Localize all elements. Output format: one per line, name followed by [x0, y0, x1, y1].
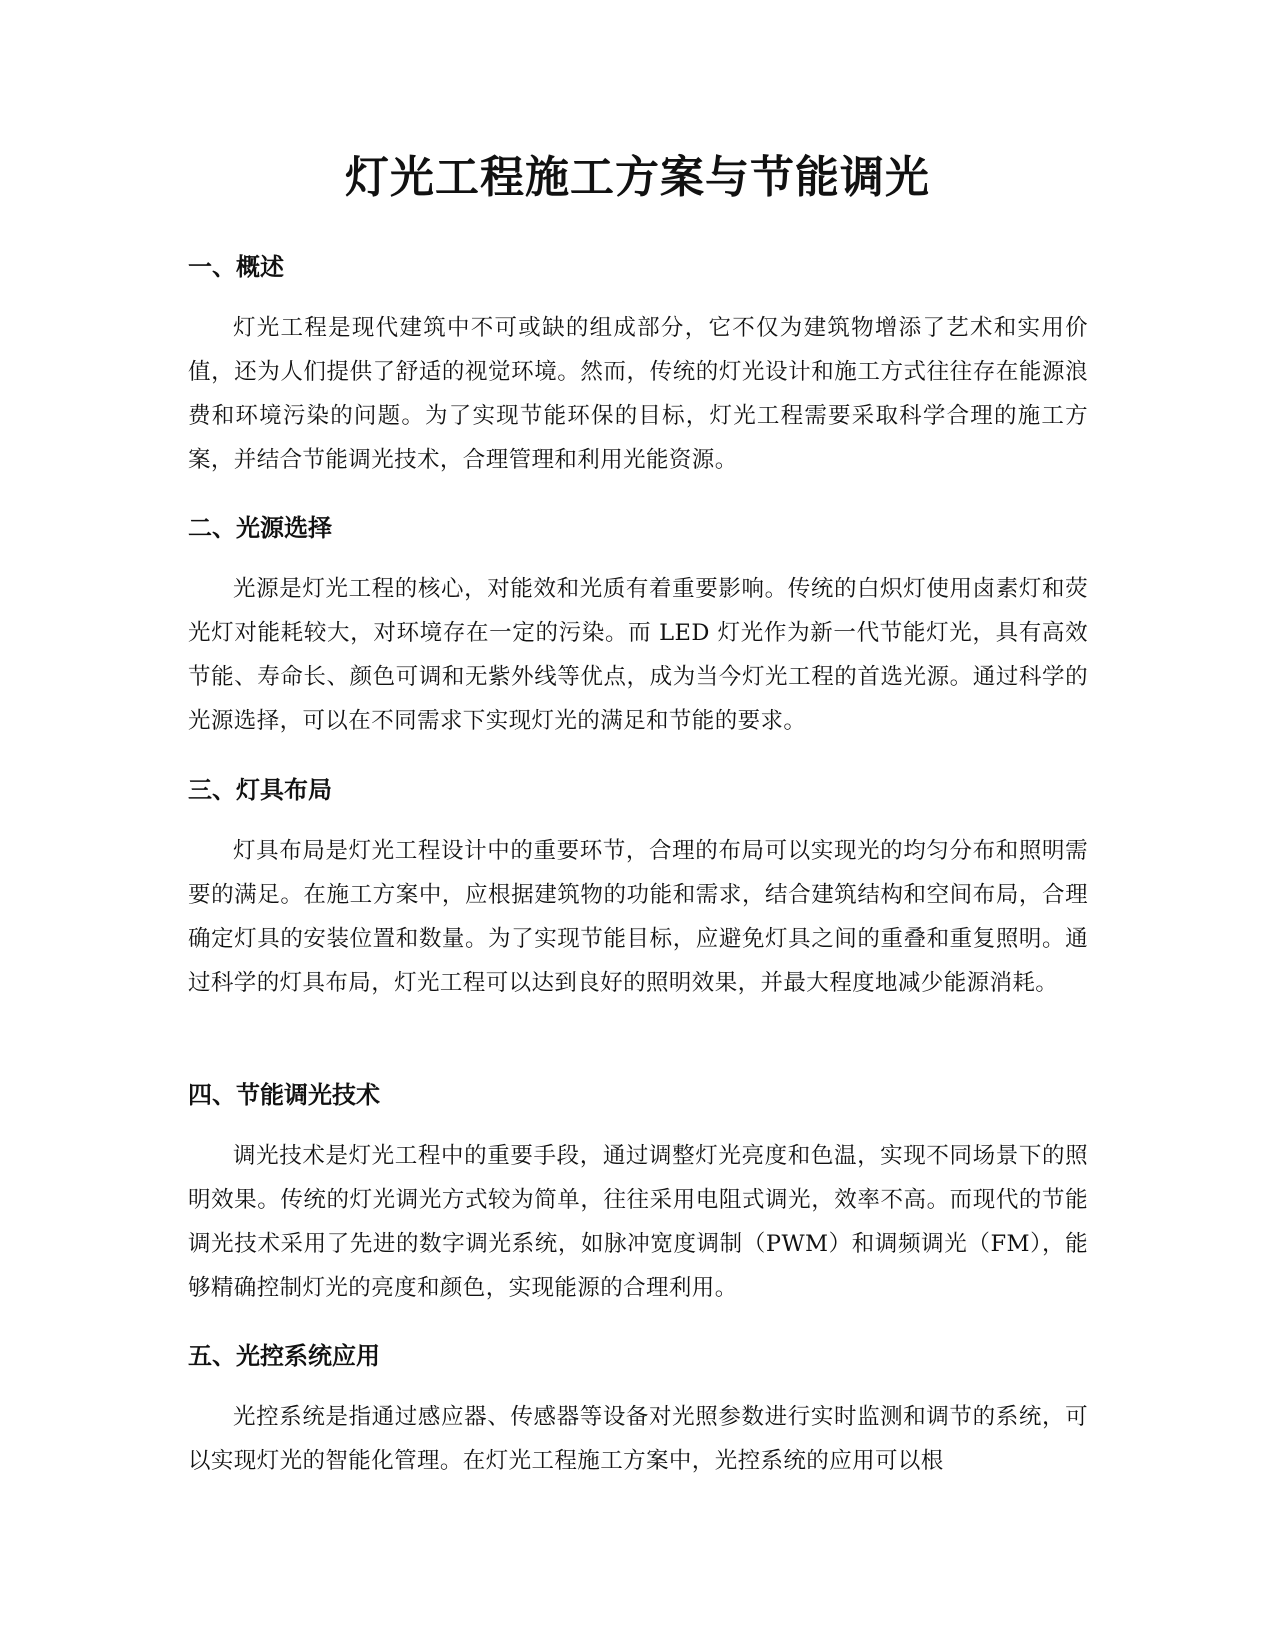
section-overview	[188, 250, 1088, 482]
section-paragraph: 灯具布局是灯光工程设计中的重要环节，合理的布局可以实现光的均匀分布和照明需要的满足。在施工方案中，应根据建筑物的功能和需求，结合建筑结构和空间布局，合理确定灯具的安装位置和数量。为了实现节能目标，应避免灯具之间的重叠和重复照明。通过科学的灯具布局，灯光工程可以达到良好的照明效果，并最大程度地减少能源消耗。	[188, 838, 1088, 996]
section-paragraph: 光源是灯光工程的核心，对能效和光质有着重要影响。传统的白炽灯使用卤素灯和荧光灯对能耗较大，对环境存在一定的污染。而 LED 灯光作为新一代节能灯光，具有高效节能、寿命长、颜色可调和无紫外线等优点，成为当今灯光工程的首选光源。通过科学的光源选择，可以在不同需求下实现灯光的满足和节能的要求。	[188, 576, 1088, 734]
section-fixture-layout	[188, 773, 1088, 1005]
section-paragraph: 灯光工程是现代建筑中不可或缺的组成部分，它不仅为建筑物增添了艺术和实用价值，还为人们提供了舒适的视觉环境。然而，传统的灯光设计和施工方式往往存在能源浪费和环境污染的问题。为了实现节能环保的目标，灯光工程需要采取科学合理的施工方案，并结合节能调光技术，合理管理和利用光能资源。	[188, 315, 1088, 473]
section-light-source	[188, 511, 1088, 743]
section-heading: 五、光控系统应用	[188, 1342, 380, 1370]
section-paragraph: 光控系统是指通过感应器、传感器等设备对光照参数进行实时监测和调节的系统，可以实现灯光的智能化管理。在灯光工程施工方案中，光控系统的应用可以根	[188, 1404, 1088, 1474]
section-paragraph: 调光技术是灯光工程中的重要手段，通过调整灯光亮度和色温，实现不同场景下的照明效果。传统的灯光调光方式较为简单，往往采用电阻式调光，效率不高。而现代的节能调光技术采用了先进的数字调光系统，如脉冲宽度调制（PWM）和调频调光（FM），能够精确控制灯光的亮度和颜色，实现能源的合理利用。	[188, 1143, 1088, 1301]
section-heading: 一、概述	[188, 253, 284, 281]
section-dimming-technology	[188, 1078, 1088, 1310]
section-heading: 四、节能调光技术	[188, 1081, 380, 1109]
section-light-control-system	[188, 1339, 1088, 1483]
section-heading: 二、光源选择	[188, 514, 332, 542]
section-heading: 三、灯具布局	[188, 776, 332, 804]
document-title: 灯光工程施工方案与节能调光	[345, 152, 930, 203]
